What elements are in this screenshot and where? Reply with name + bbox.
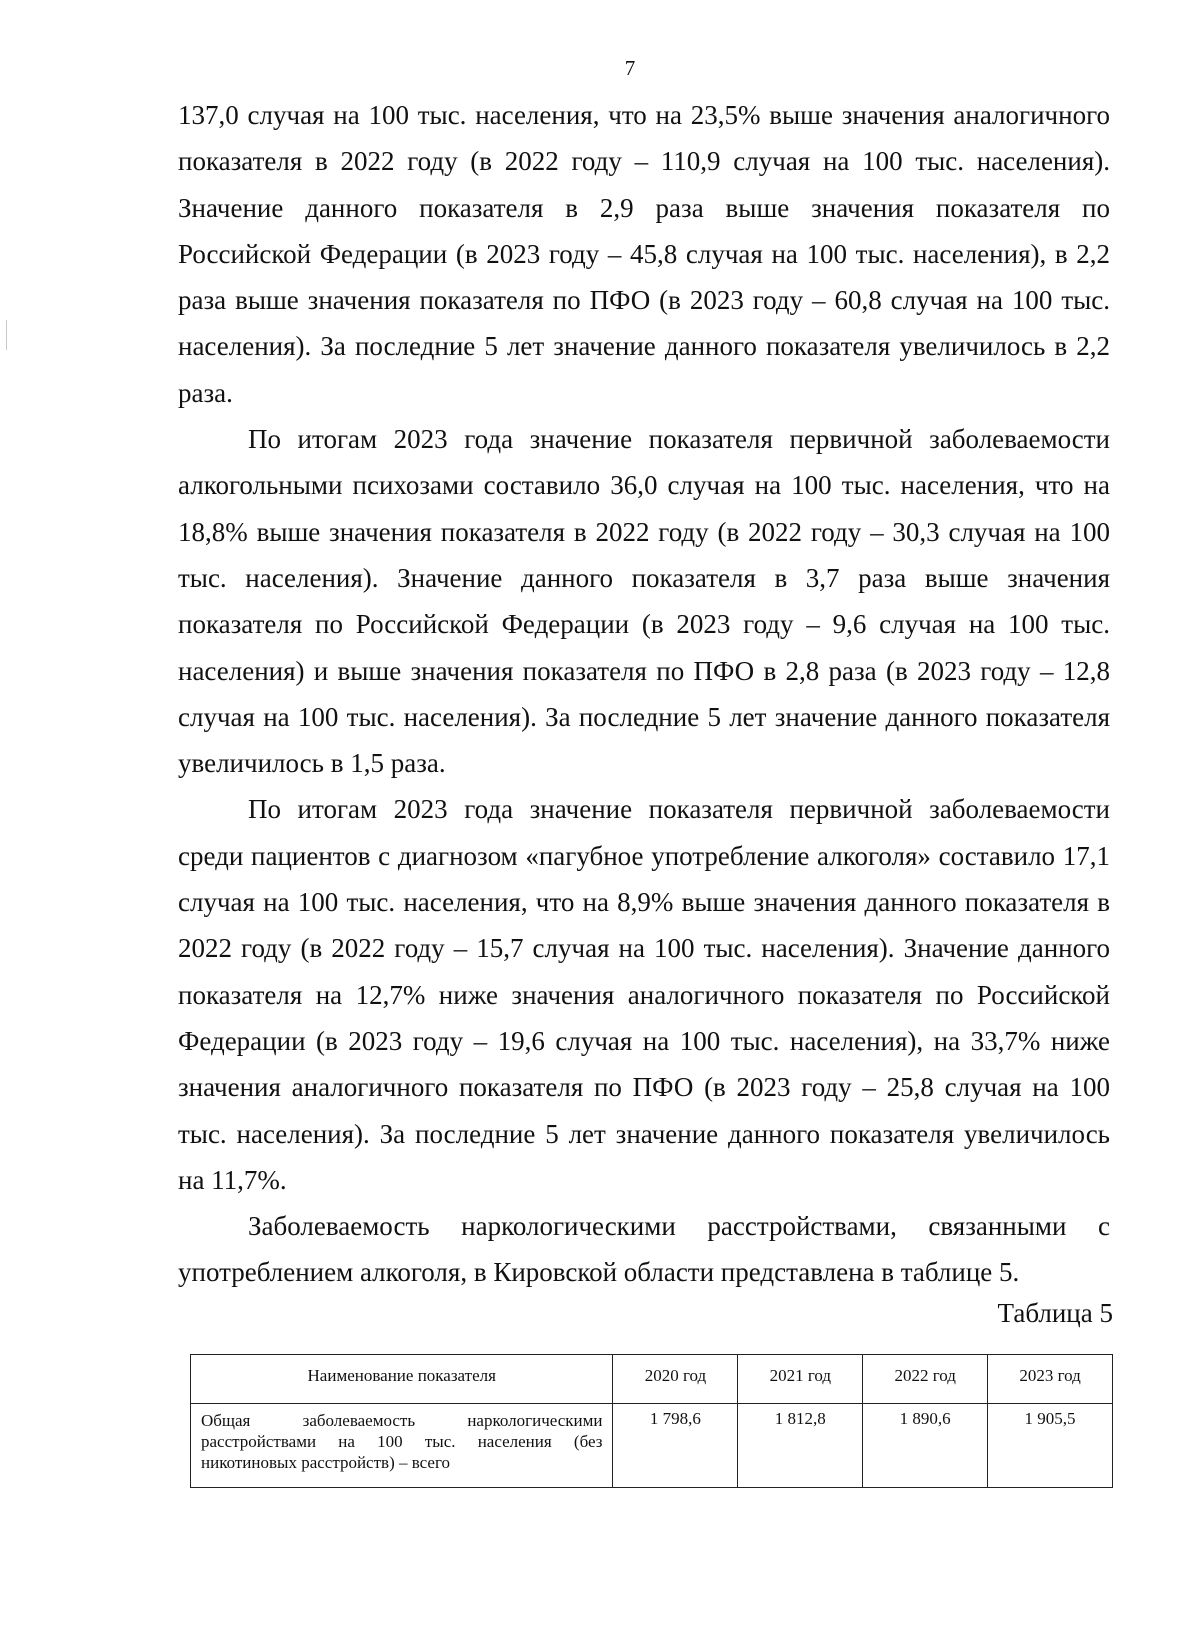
row-indicator-name: Общая заболеваемость наркологическими расстройствами на 100 тыс. населения (без никотиновых расстройств) – всего — [191, 1404, 613, 1488]
paragraph-alcoholic-psychoses: По итогам 2023 года значение показателя первичной заболеваемости алкогольными психозами составило 36,0 случая на 100 тыс. населения, что на 18,8% выше значения показателя в 2022 году (в 2022 году – 30,3 случая на 100 тыс. населения). Значение данного показателя в 3,7 раза выше значения показателя по Российской Федерации (в 2023 году – 9,6 случая на 100 тыс. населения) и выше значения показателя по ПФО в 2,8 раза (в 2023 году – 12,8 случая на 100 тыс. населения). За последние 5 лет значение данного показателя увеличилось в 1,5 раза. — [178, 424, 1110, 779]
cell-2023: 1 905,5 — [988, 1404, 1113, 1488]
morbidity-table — [190, 1354, 1113, 1488]
cell-2021: 1 812,8 — [738, 1404, 863, 1488]
header-year-2022: 2022 год — [863, 1355, 988, 1404]
header-year-2023: 2023 год — [988, 1355, 1113, 1404]
header-year-2020: 2020 год — [613, 1355, 738, 1404]
body-text — [178, 92, 1110, 1296]
table-row — [191, 1404, 1113, 1488]
header-year-2021: 2021 год — [738, 1355, 863, 1404]
cell-2022: 1 890,6 — [863, 1404, 988, 1488]
paragraph-table-intro: Заболеваемость наркологическими расстройствами, связанными с употреблением алкоголя, в Кировской области представлена в таблице 5. — [178, 1211, 1110, 1288]
paragraph-harmful-alcohol-use: По итогам 2023 года значение показателя первичной заболеваемости среди пациентов с диагнозом «пагубное употребление алкоголя» составило 17,1 случая на 100 тыс. населения, что на 8,9% выше значения данного показателя в 2022 году (в 2022 году – 15,7 случая на 100 тыс. населения). Значение данного показателя на 12,7% ниже значения аналогичного показателя по Российской Федерации (в 2023 году – 19,6 случая на 100 тыс. населения), на 33,7% ниже значения аналогичного показателя по ПФО (в 2023 году – 25,8 случая на 100 тыс. населения). За последние 5 лет значение данного показателя увеличилось на 11,7%. — [178, 794, 1110, 1195]
scan-edge-mark — [6, 320, 7, 350]
header-indicator-name: Наименование показателя — [191, 1355, 613, 1404]
table-header-row — [191, 1355, 1113, 1404]
cell-2020: 1 798,6 — [613, 1404, 738, 1488]
table-caption: Таблица 5 — [997, 1298, 1113, 1328]
paragraph-continuation: 137,0 случая на 100 тыс. населения, что на 23,5% выше значения аналогичного показателя в 2022 году (в 2022 году – 110,9 случая на 100 тыс. населения). Значение данного показателя в 2,9 раза выше значения показателя по Российской Федерации (в 2023 году – 45,8 случая на 100 тыс. населения), в 2,2 раза выше значения показателя по ПФО (в 2023 году – 60,8 случая на 100 тыс. населения). За последние 5 лет значение данного показателя увеличилось в 2,2 раза. — [178, 100, 1110, 408]
page-number: 7 — [624, 56, 636, 80]
